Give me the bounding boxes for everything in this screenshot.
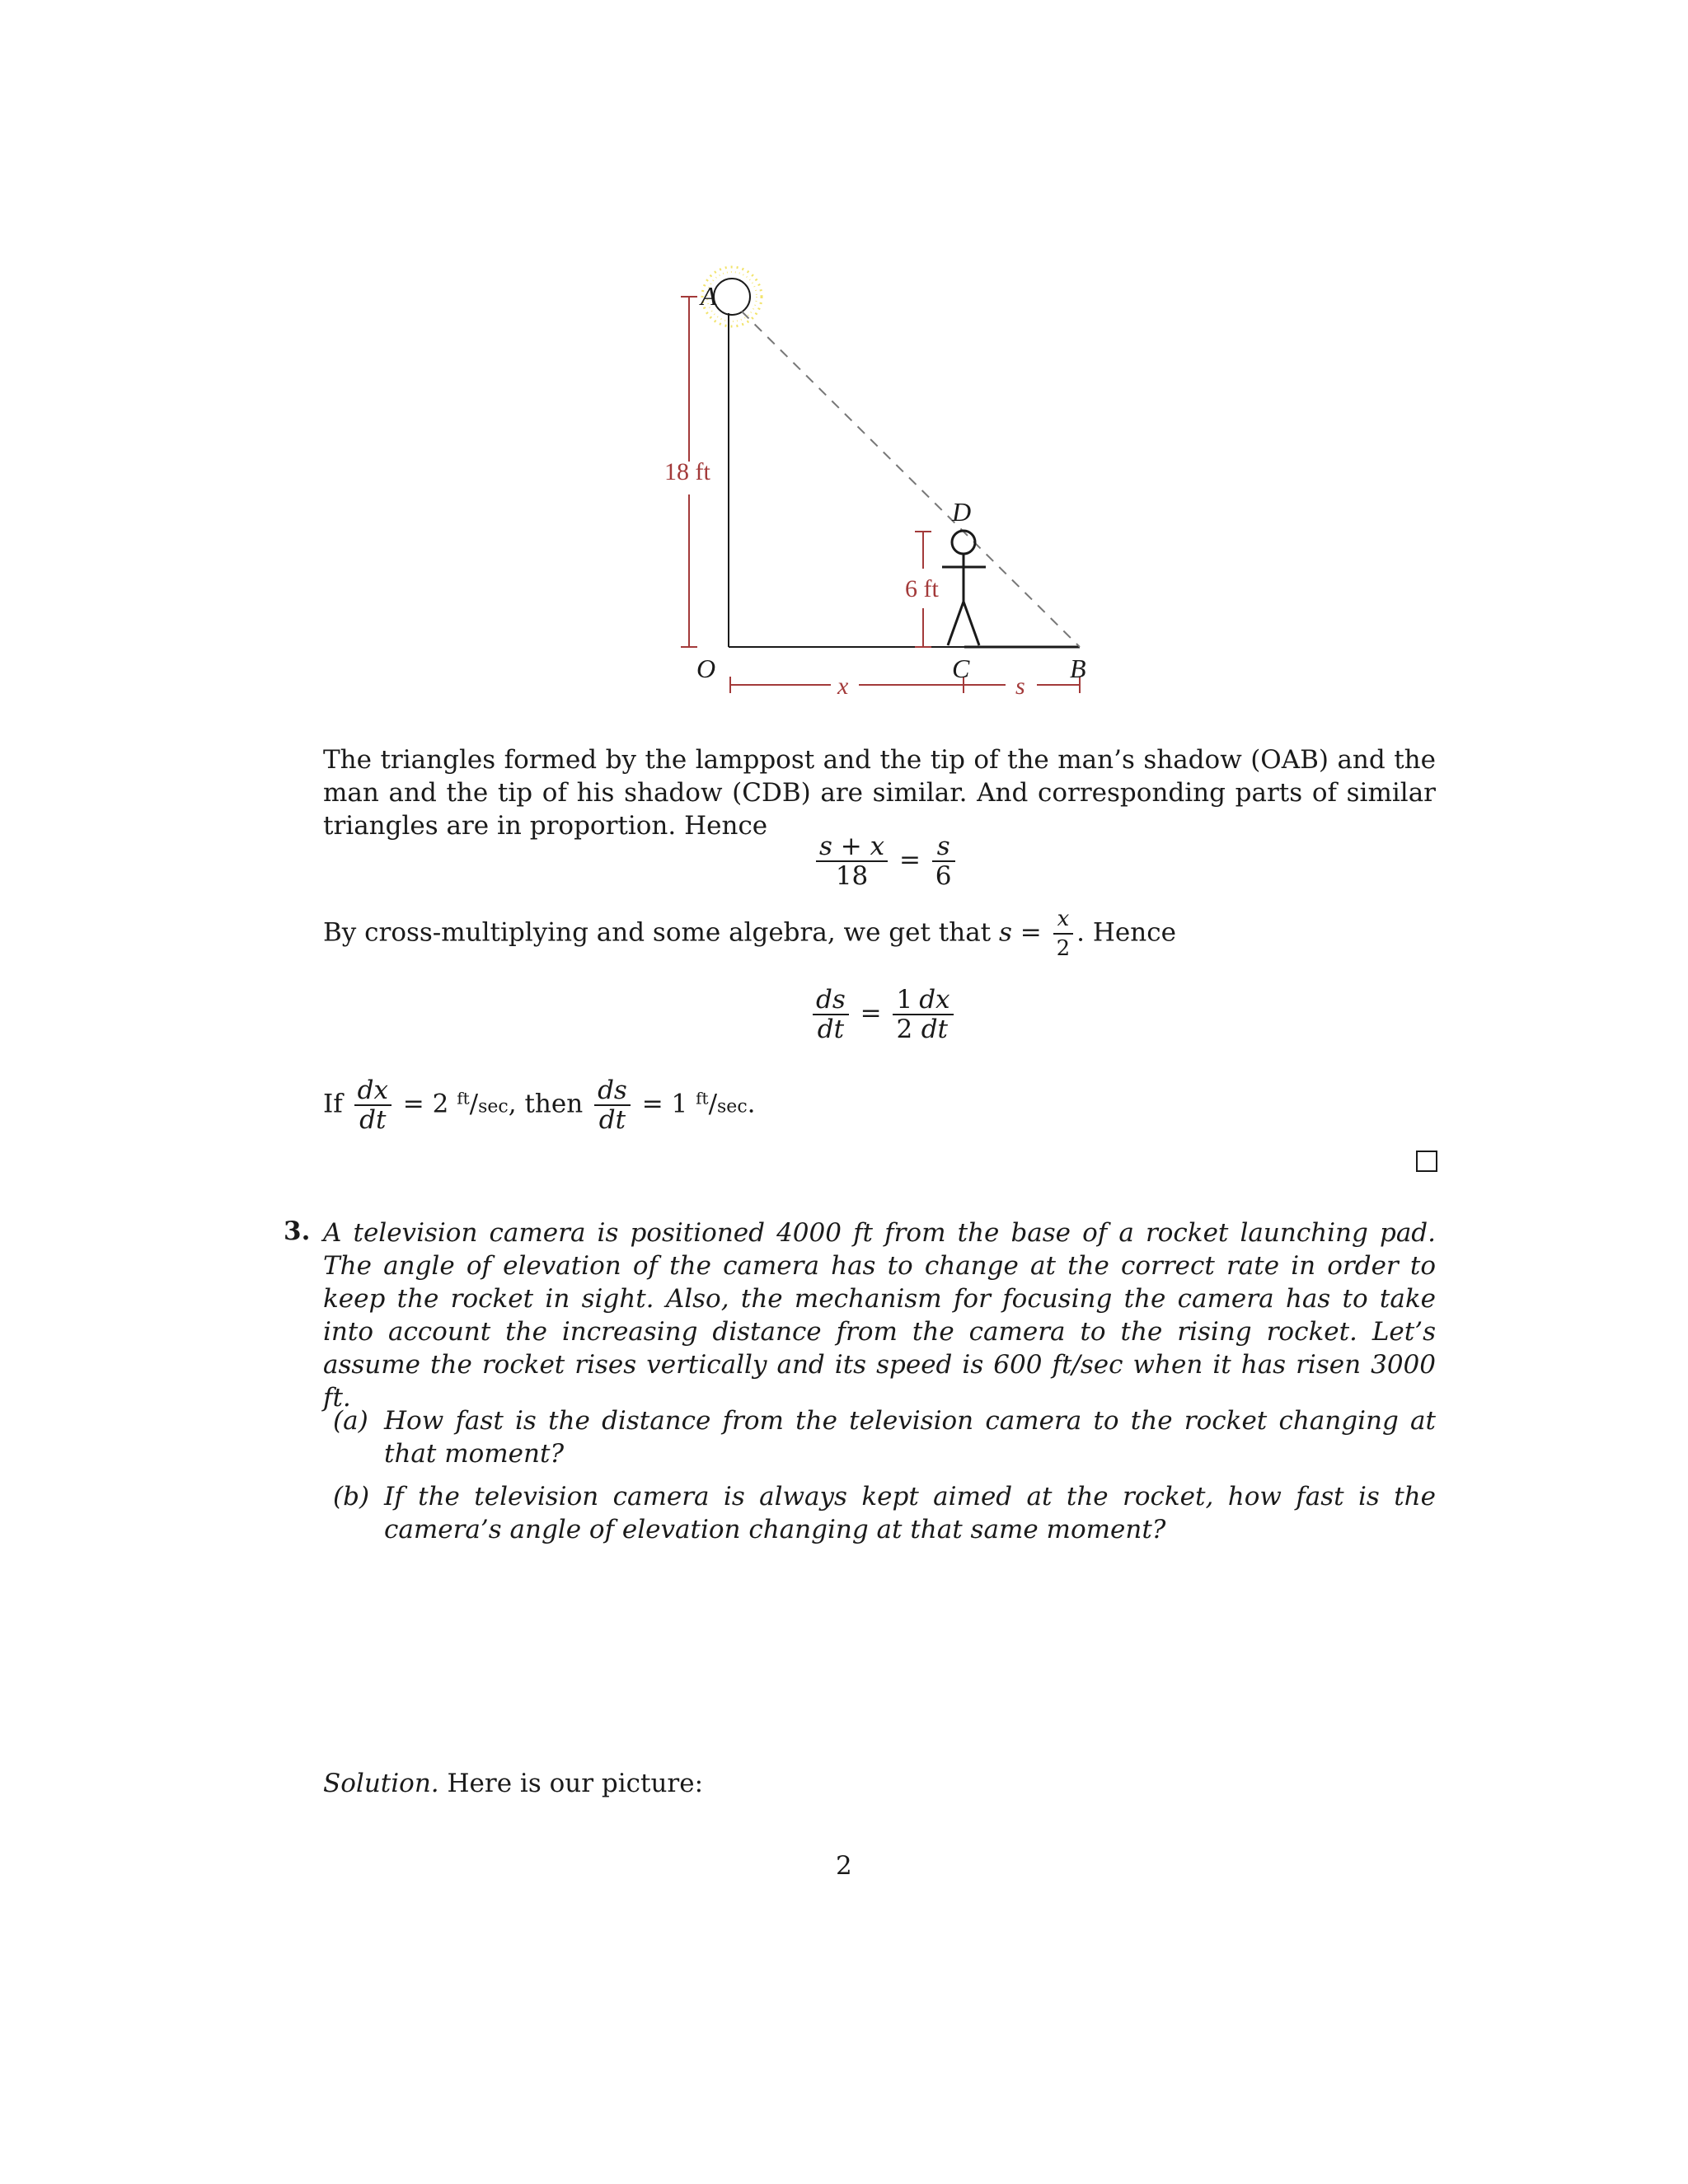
line2-post: . Hence xyxy=(1076,917,1176,948)
eq2-rhs-den: dt xyxy=(921,1015,949,1044)
eq2-rhs xyxy=(916,986,953,1043)
solution-text: Here is our picture: xyxy=(447,1769,704,1798)
solution-label: Solution. xyxy=(323,1769,439,1798)
part-a-label: (a) xyxy=(333,1406,368,1436)
line2-equals: = xyxy=(1020,917,1042,948)
label-C: C xyxy=(952,654,970,683)
eq1-equals: = xyxy=(898,845,921,875)
lamppost-figure xyxy=(0,0,1688,742)
eq1-rhs-den: 6 xyxy=(935,861,952,891)
part-a-text: How fast is the distance from the television camera to the rocket changing at that moment? xyxy=(384,1406,1436,1469)
label-O: O xyxy=(696,654,716,683)
line3-eq1: = 2 xyxy=(402,1089,449,1119)
rate-equation xyxy=(809,986,957,1043)
proportion-equation xyxy=(813,832,959,890)
line2-frac xyxy=(1053,905,1074,963)
line3-unit2-num: ft xyxy=(696,1088,709,1108)
cross-multiply-line xyxy=(323,905,1436,963)
line2-frac-num: x xyxy=(1053,905,1074,935)
eq1-lhs xyxy=(816,832,888,890)
line3-frac2-num: ds xyxy=(594,1076,631,1106)
eq2-coef xyxy=(893,986,916,1043)
line3-end: . xyxy=(747,1089,756,1119)
label-A: A xyxy=(701,281,717,311)
eq2-rhs-num: dx xyxy=(916,986,953,1015)
eq2-coef-den: 2 xyxy=(896,1015,913,1044)
eq1-lhs-den: 18 xyxy=(835,861,869,891)
similar-triangles-paragraph: The triangles formed by the lamppost and the tip of the man’s shadow (OAB) and the man and the tip of his shadow (CDB) are similar. And corresponding parts of similar triangles are in proportion. Hence xyxy=(323,745,1436,841)
eq1-rhs-num: s xyxy=(932,832,955,862)
line3-unit2-den: sec xyxy=(717,1096,748,1118)
line3-unit1-den: sec xyxy=(478,1096,509,1118)
problem3-text: A television camera is positioned 4000 ft from the base of a rocket launching pad. The angle of elevation of the camera has to change at the correct rate in order to keep the rocket in sight. Also, the mechanism for focusing the camera has to take into account the increasing distance from the camera to the rising rocket. Let’s assume the rocket rises vertically and its speed is 600 ft/sec when it has risen 3000 ft. xyxy=(323,1218,1436,1413)
eq1-lhs-num: s + x xyxy=(816,832,888,862)
label-x: x xyxy=(837,673,849,700)
line3-eq2: = 1 xyxy=(641,1089,688,1119)
conclusion-line: If $\frac{dx}{dt}$ = 2 $^{ft}$/sec, then $\frac{ds}{dt}$ = 1 $^{ft}$/sec. xyxy=(323,1076,756,1135)
eq2-lhs-den: dt xyxy=(817,1015,845,1044)
eq1-rhs xyxy=(932,832,955,890)
line2-var: s xyxy=(999,917,1012,948)
line2-text: By cross-multiplying and some algebra, we get that xyxy=(323,917,992,948)
part-b-label: (b) xyxy=(333,1482,370,1511)
line3-then: , then xyxy=(508,1089,584,1119)
label-18ft: 18 ft xyxy=(664,458,710,485)
eq2-equals: = xyxy=(860,998,882,1029)
line2-frac-den: 2 xyxy=(1056,936,1071,961)
eq2-lhs-num: ds xyxy=(813,986,849,1015)
part-b-text: If the television camera is always kept aimed at the rocket, how fast is the camera’s angle of elevation changing at that same moment? xyxy=(384,1482,1436,1544)
qed-box-icon xyxy=(1416,1151,1437,1172)
solution-line xyxy=(323,1767,1436,1800)
line3-frac1 xyxy=(354,1076,392,1134)
line3-frac1-den: dt xyxy=(359,1105,387,1135)
page-number: 2 xyxy=(836,1851,852,1881)
label-6ft: 6 ft xyxy=(905,575,939,602)
eq2-coef-num: 1 xyxy=(893,986,916,1015)
label-D: D xyxy=(952,497,972,527)
line3-unit1-num: ft xyxy=(457,1088,470,1108)
line3-frac2 xyxy=(594,1076,631,1134)
eq2-lhs xyxy=(813,986,849,1043)
problem-number: 3. xyxy=(284,1216,311,1246)
label-s: s xyxy=(1015,673,1025,700)
line3-frac1-num: dx xyxy=(354,1076,392,1106)
line3-if: If xyxy=(323,1089,343,1119)
label-B: B xyxy=(1070,654,1086,683)
line3-frac2-den: dt xyxy=(598,1105,626,1135)
